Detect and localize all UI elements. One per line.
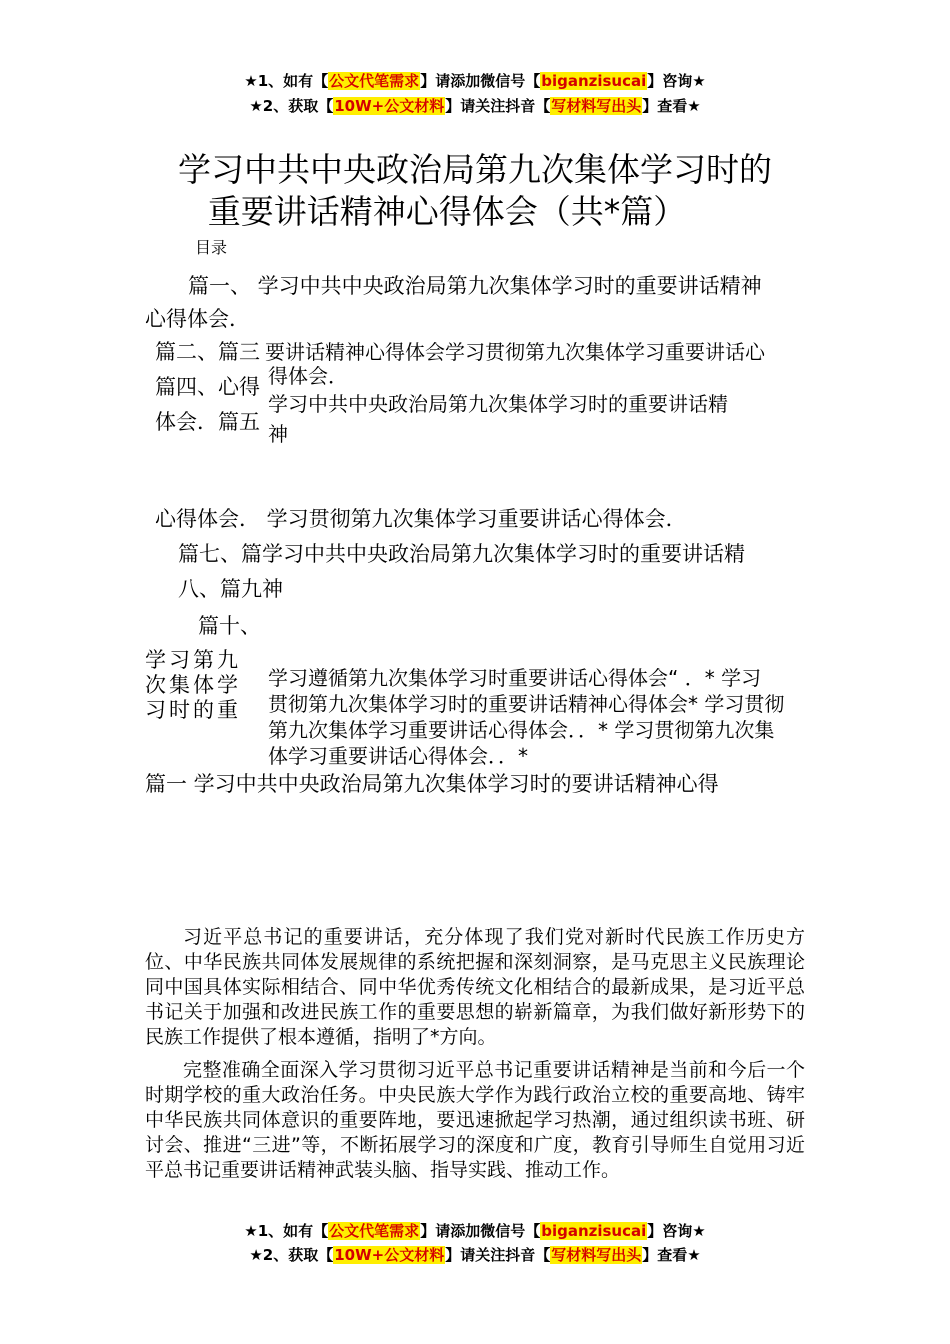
toc-line: 要讲话精神心得体会学习贯彻第九次集体学习重要讲话心 xyxy=(265,340,765,364)
toc-line: 神 xyxy=(268,422,288,446)
toc-line: 篇七、篇学习中共中央政治局第九次集体学习时的重要讲话精 xyxy=(178,542,745,566)
toc-line: 篇一、 学习中共中央政治局第九次集体学习时的重要讲话精神 xyxy=(188,274,762,298)
top-banner-line1: ★1、如有【公文代笔需求】请添加微信号【biganzisucai】咨询★ xyxy=(244,72,706,90)
highlight-materials: 10W+公文材料 xyxy=(334,1246,445,1264)
highlight-douyin: 写材料写出头 xyxy=(551,97,642,115)
toc-line: 次集体学 xyxy=(145,673,241,697)
highlight-materials: 10W+公文材料 xyxy=(334,97,445,115)
highlight-service: 公文代笔需求 xyxy=(329,72,420,90)
toc-line: 体学习重要讲话心得体会．．* xyxy=(268,744,528,768)
toc-line: 心得体会． xyxy=(145,307,250,331)
toc-line: 习时的重 xyxy=(145,698,241,722)
toc-line: 学习第九 xyxy=(145,648,241,672)
highlight-wechat-id: biganzisucai xyxy=(541,1222,647,1240)
paragraph: 完整准确全面深入学习贯彻习近平总书记重要讲话精神是当前和今后一个时期学校的重大政治任务。中央民族大学作为践行政治立校的重要高地、铸牢中华民族共同体意识的重要阵地，要迅速掀起学习热潮，通过组织读书班、研讨会、推进“三进”等，不断拓展学习的深度和广度，教育引导师生自觉用习近平总书记重要讲话精神武装头脑、指导实践、推动工作。 xyxy=(145,1059,805,1181)
highlight-douyin: 写材料写出头 xyxy=(551,1246,642,1264)
toc-line: 学习中共中央政治局第九次集体学习时的重要讲话精 xyxy=(268,392,728,416)
doc-title-line2: 重要讲话精神心得体会（共*篇） xyxy=(207,192,687,231)
toc-line: 心得体会． 学习贯彻第九次集体学习重要讲话心得体会． xyxy=(155,507,687,531)
section-heading: 篇一 学习中共中央政治局第九次集体学习时的要讲话精神心得 xyxy=(145,772,719,796)
bottom-banner-line2: ★2、获取【10W+公文材料】请关注抖音【写材料写出头】查看★ xyxy=(249,1246,701,1264)
toc-line: 得体会． xyxy=(268,364,348,388)
toc-label: 目录 xyxy=(195,238,228,257)
highlight-service: 公文代笔需求 xyxy=(329,1222,420,1240)
toc-line: 学习遵循第九次集体学习时重要讲话心得体会“ ．* 学习 xyxy=(268,666,762,690)
toc-line: 贯彻第九次集体学习时的重要讲话精神心得体会* 学习贯彻 xyxy=(268,692,785,716)
toc-line: 八、篇九神 xyxy=(178,577,283,601)
toc-line: 篇四、心得 xyxy=(155,375,260,399)
top-banner-line2: ★2、获取【10W+公文材料】请关注抖音【写材料写出头】查看★ xyxy=(249,97,701,115)
bottom-banner-line1: ★1、如有【公文代笔需求】请添加微信号【biganzisucai】咨询★ xyxy=(244,1222,706,1240)
toc-line: 第九次集体学习重要讲话心得体会．．* 学习贯彻第九次集 xyxy=(268,718,775,742)
doc-title-line1: 学习中共中央政治局第九次集体学习时的 xyxy=(178,150,772,189)
body-text xyxy=(145,925,805,1191)
toc-line: 篇十、 xyxy=(198,614,261,638)
toc-line: 篇二、篇三 xyxy=(155,340,260,364)
highlight-wechat-id: biganzisucai xyxy=(541,72,647,90)
paragraph: 习近平总书记的重要讲话，充分体现了我们党对新时代民族工作历史方位、中华民族共同体发展规律的系统把握和深刻洞察，是马克思主义民族理论同中国具体实际相结合、同中华优秀传统文化相结合的最新成果，是习近平总书记关于加强和改进民族工作的重要思想的崭新篇章，为我们做好新形势下的民族工作提供了根本遵循，指明了*方向。 xyxy=(145,926,805,1048)
toc-line: 体会．篇五 xyxy=(155,410,260,434)
